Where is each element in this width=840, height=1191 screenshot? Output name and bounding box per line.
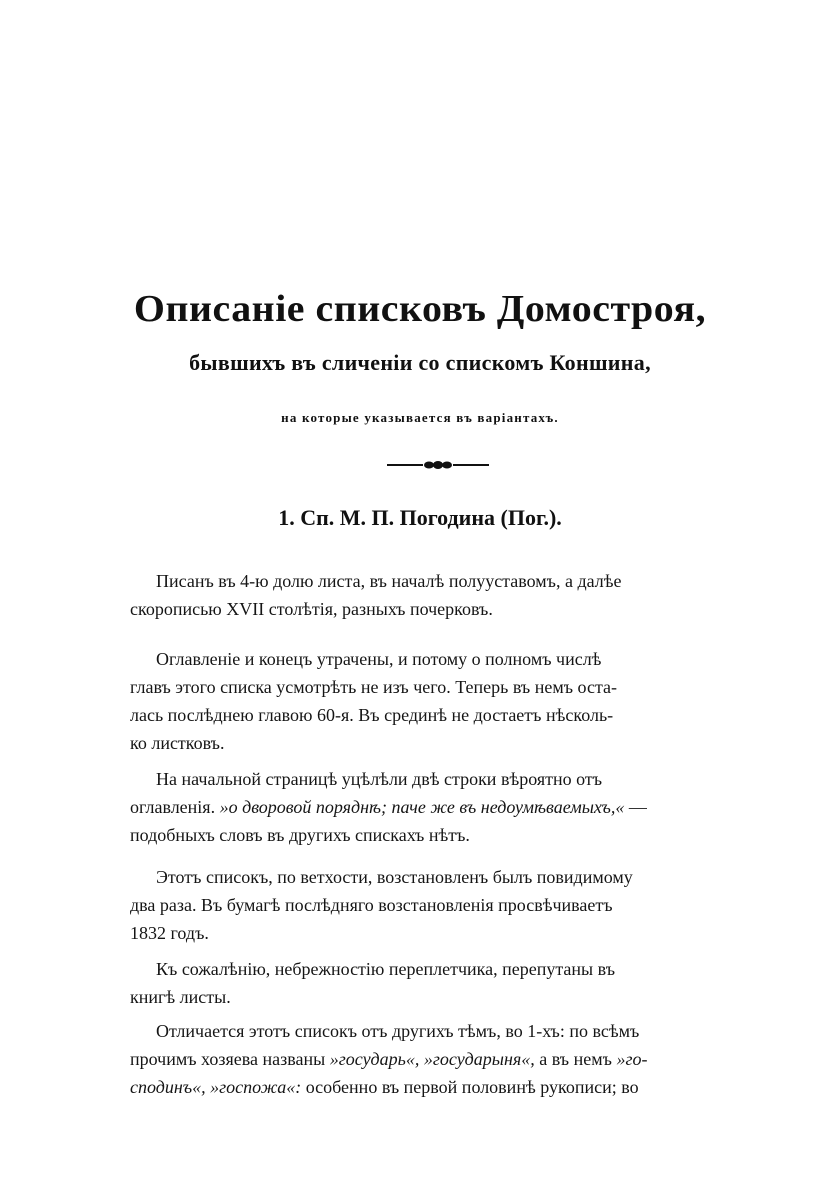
paragraph-line — [130, 1073, 746, 1101]
quoted-text: »о дворовой поряднѣ; паче же въ недоумѣваемыхъ,« — [219, 797, 625, 817]
paragraph-line: два раза. Въ бумагѣ послѣдняго возстановленія просвѣчиваетъ — [130, 895, 613, 915]
paragraph-4 — [130, 863, 746, 947]
paragraph-line: Этотъ списокъ, по ветхости, возстановленъ былъ повидимому — [156, 867, 633, 887]
paragraph-line — [130, 793, 746, 821]
text-run: оглавленія. — [130, 797, 216, 817]
paragraph-line: Къ сожалѣнію, небрежностію переплетчика, перепутаны въ — [156, 959, 615, 979]
text-run: а въ немъ — [539, 1049, 612, 1069]
page-subtitle: бывшихъ въ сличеніи со спискомъ Коншина, — [189, 350, 651, 375]
paragraph-line: главъ этого списка усмотрѣть не изъ чего. Теперь въ немъ оста- — [130, 677, 618, 697]
paragraph-line: лась послѣднею главою 60-я. Въ срединѣ не достаетъ нѣсколь- — [130, 705, 614, 725]
text-run: — — [628, 797, 647, 817]
paragraph-line: скорописью XVII столѣтія, разныхъ почерковъ. — [130, 599, 493, 619]
paragraph-line: Отличается этотъ списокъ отъ другихъ тѣмъ, во 1-хъ: по всѣмъ — [156, 1021, 640, 1041]
paragraph-line: На начальной страницѣ уцѣлѣли двѣ строки вѣроятно отъ — [156, 769, 603, 789]
paragraph-3 — [130, 765, 746, 849]
paragraph-6 — [130, 1017, 746, 1101]
paragraph-line: подобныхъ словъ въ другихъ спискахъ нѣтъ. — [130, 825, 470, 845]
quoted-text: »го- — [616, 1049, 648, 1069]
section-heading: 1. Сп. М. П. Погодина (Пог.). — [278, 505, 562, 530]
paragraph-line: Оглавленіе и конецъ утрачены, и потому о полномъ числѣ — [156, 649, 602, 669]
paragraph-line: Писанъ въ 4-ю долю листа, въ началѣ полууставомъ, а далѣе — [156, 571, 622, 591]
paragraph-1 — [130, 567, 746, 623]
title-note: на которые указывается въ варіантахъ. — [281, 410, 559, 425]
paragraph-line — [130, 1045, 746, 1073]
paragraph-line: ко листковъ. — [130, 733, 225, 753]
paragraph-2 — [130, 645, 746, 757]
paragraph-line: 1832 годъ. — [130, 923, 209, 943]
ornament-divider-icon — [385, 458, 491, 472]
text-run: особенно въ первой половинѣ рукописи; во — [305, 1077, 639, 1097]
paragraph-5 — [130, 955, 746, 1011]
quoted-text: сподинъ«, »госпожа«: — [130, 1077, 302, 1097]
quoted-text: »государь«, »государыня«, — [329, 1049, 535, 1069]
paragraph-line: книгѣ листы. — [130, 987, 231, 1007]
page-title: Описаніе списковъ Домостроя, — [133, 288, 707, 330]
text-run: прочимъ хозяева названы — [130, 1049, 326, 1069]
